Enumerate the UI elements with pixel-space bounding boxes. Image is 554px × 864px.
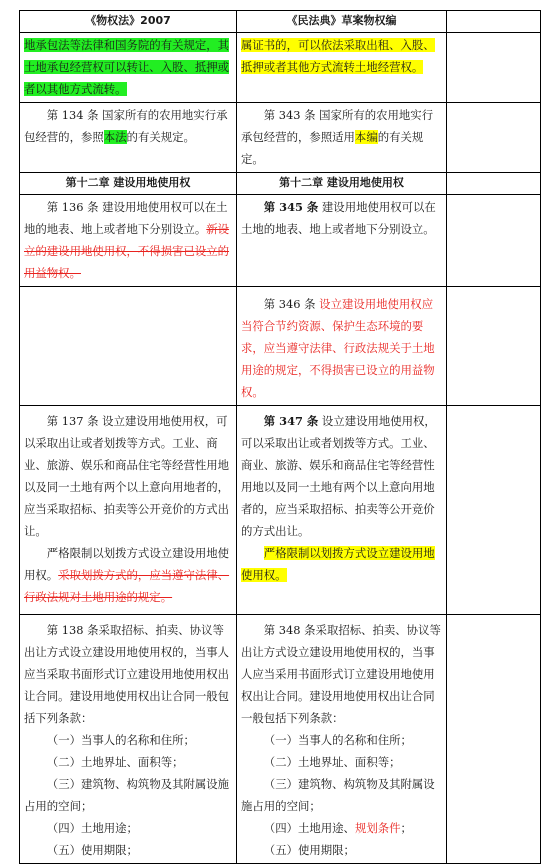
list-item-text: ；	[400, 821, 412, 835]
list-item: （四）土地用途；	[46, 821, 138, 835]
cell-notes	[447, 406, 541, 615]
article-text: 第 343 条 国家所有的农用地实行承包经营的，参照适用	[241, 108, 434, 144]
article-text: 第 138 条采取招标、拍卖、协议等出让方式设立建设用地使用权的，当事人应当采取书面形式订立建设用地使用权出让合同。建设用地使用权出让合同一般包括下列条款：	[24, 623, 230, 725]
chapter-left: 第十二章 建设用地使用权	[20, 173, 237, 195]
header-left: 《物权法》2007	[20, 11, 237, 33]
added-text: 设立建设用地使用权应当符合节约资源、保护生态环境的要求，应当遵守法律、行政法规关于土地用途的规定，不得损害已设立的用益物权。	[241, 297, 435, 399]
cell-left	[20, 195, 237, 287]
cell-notes	[447, 195, 541, 287]
cell-left	[20, 615, 237, 864]
chapter-row	[20, 173, 541, 195]
cell-notes	[447, 173, 541, 195]
table-row	[20, 406, 541, 615]
list-item: （一）当事人的名称和住所；	[46, 733, 195, 747]
highlighted-text: 地承包法等法律和国务院的有关规定，其土地承包经营权可以转让、入股、抵押或者以其他方式流转。	[24, 38, 230, 96]
article-text: 的有关规定。	[241, 130, 424, 166]
header-notes	[447, 11, 541, 33]
cell-notes	[447, 33, 541, 103]
article-text: 第 137 条 设立建设用地使用权，可以采取出让或者划拨等方式。工业、商业、旅游、娱乐和商品住宅等经营性用地以及同一土地有两个以上意向用地者的，应当采取招标、拍卖等公开竞价的方式出让。	[24, 414, 230, 538]
list-item: （五）使用期限；	[263, 843, 355, 857]
highlighted-text: 本法	[103, 130, 127, 144]
article-number: 第 347 条	[263, 414, 319, 428]
cell-right	[237, 406, 447, 615]
cell-left	[20, 103, 237, 173]
list-item: （五）使用期限；	[46, 843, 138, 857]
cell-left	[20, 287, 237, 406]
article-text: 严格限制以划拨方式设立建设用地使用权。	[24, 546, 230, 582]
cell-left	[20, 33, 237, 103]
cell-right	[237, 103, 447, 173]
article-text: 第 134 条 国家所有的农用地实行承包经营的，参照	[24, 108, 228, 144]
table-row	[20, 33, 541, 103]
header-row	[20, 11, 541, 33]
deleted-text: 采取划拨方式的，应当遵守法律、行政法规对土地用途的规定。	[24, 568, 230, 604]
article-text: 第 136 条 建设用地使用权可以在土地的地表、地上或者地下分别设立。	[24, 200, 228, 236]
table-row	[20, 615, 541, 864]
table-row	[20, 287, 541, 406]
cell-right	[237, 33, 447, 103]
cell-notes	[447, 103, 541, 173]
cell-right	[237, 287, 447, 406]
list-item: （二）土地界址、面积等；	[46, 755, 184, 769]
article-number: 第 346 条	[263, 297, 316, 311]
list-item-text: （四）土地用途、	[263, 821, 355, 835]
chapter-right: 第十二章 建设用地使用权	[237, 173, 447, 195]
table-row	[20, 103, 541, 173]
article-text: 第 348 条采取招标、拍卖、协议等出让方式设立建设用地使用权的，当事人应当采用书面形式订立建设用地使用权出让合同。建设用地使用权出让合同一般包括下列条款：	[241, 623, 441, 725]
list-item: （三）建筑物、构筑物及其附属设施占用的空间；	[241, 777, 435, 813]
list-item: （二）土地界址、面积等；	[263, 755, 401, 769]
article-number: 第 345 条	[263, 200, 319, 214]
list-item	[241, 817, 442, 839]
list-item: （三）建筑物、构筑物及其附属设施占用的空间；	[24, 777, 230, 813]
highlighted-text: 严格限制以划拨方式设立建设用地使用权。	[241, 546, 435, 582]
cell-notes	[447, 615, 541, 864]
highlighted-text: 本编	[354, 130, 378, 144]
cell-notes	[447, 287, 541, 406]
article-text: 的有关规定。	[126, 130, 195, 144]
highlighted-text: 属证书的，可以依法采取出租、入股、抵押或者其他方式流转土地经营权。	[241, 38, 435, 74]
article-text: 建设用地使用权可以在土地的地表、地上或者地下分别设立。	[241, 200, 436, 236]
article-text: 设立建设用地使用权，可以采取出让或者划拨等方式。工业、商业、旅游、娱乐和商品住宅等经营性用地以及同一土地有两个以上意向用地者的，应当采取招标、拍卖等公开竞价的方式出让。	[241, 414, 436, 538]
added-text: 规划条件	[354, 821, 401, 835]
comparison-table	[19, 10, 541, 864]
list-item: （一）当事人的名称和住所；	[263, 733, 412, 747]
header-right: 《民法典》草案物权编	[237, 11, 447, 33]
deleted-text: 新设立的建设用地使用权，不得损害已设立的用益物权。	[24, 222, 230, 280]
cell-right	[237, 615, 447, 864]
cell-right	[237, 195, 447, 287]
cell-left	[20, 406, 237, 615]
table-row	[20, 195, 541, 287]
